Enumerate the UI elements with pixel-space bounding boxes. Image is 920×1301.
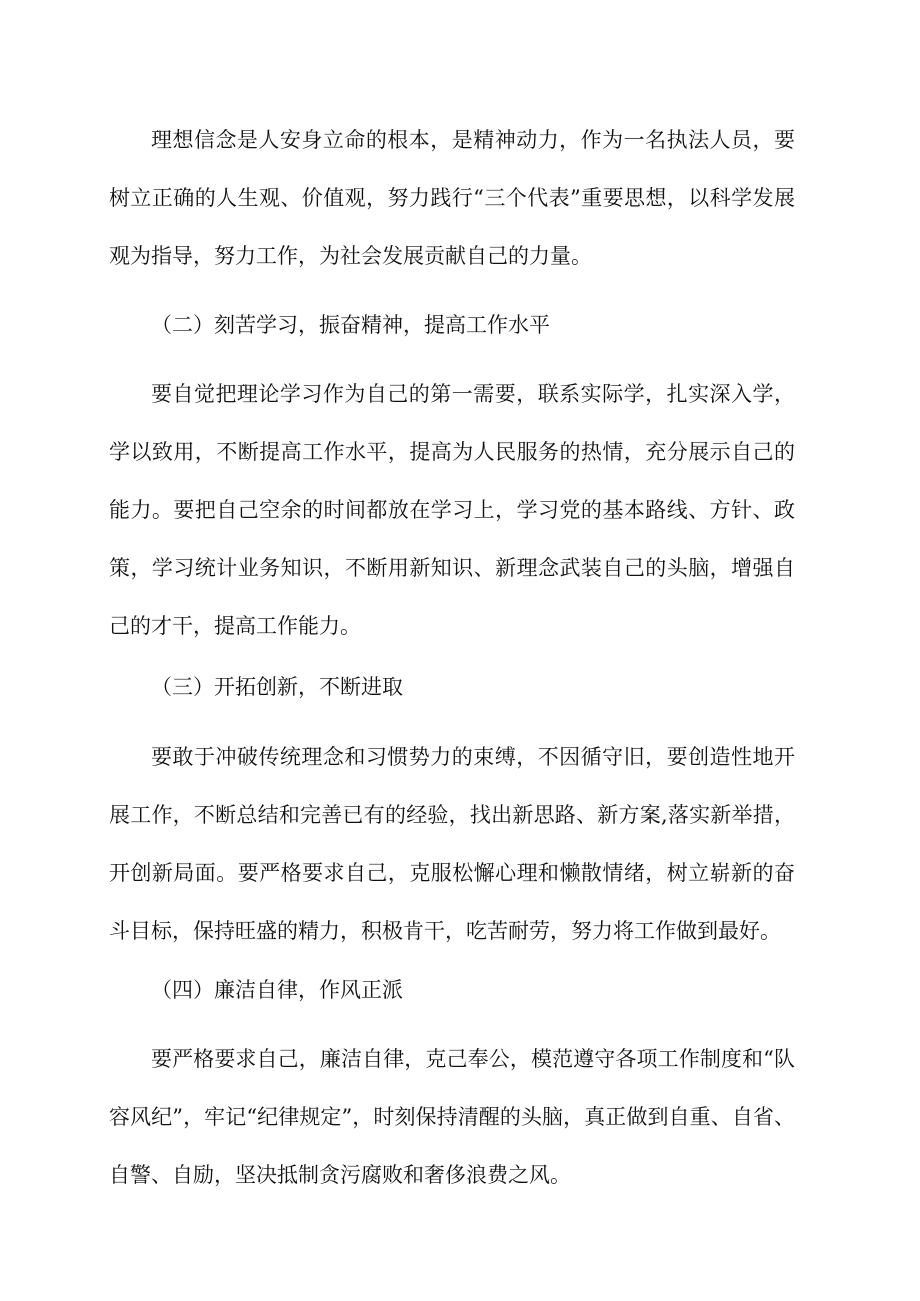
section-heading-innovation: （三）开拓创新，不断进取 <box>151 675 403 699</box>
paragraph-study: 要自觉把理论学习作为自己的第一需要，联系实际学，扎实深入学，学以致用，不断提高工作水平，提高为人民服务的热情，充分展示自己的能力。要把自己空余的时间都放在学习上，学习党的基本路线、方针、政策，学习统计业务知识，不断用新知识、新理念武装自己的头脑，增强自己的才干，提高工作能力。 <box>109 382 795 638</box>
paragraph-innovation: 要敢于冲破传统理念和习惯势力的束缚，不因循守旧，要创造性地开展工作，不断总结和完善已有的经验，找出新思路、新方案,落实新举措，开创新局面。要严格要求自己，克服松懈心理和懒散情绪，树立崭新的奋斗目标，保持旺盛的精力，积极肯干，吃苦耐劳，努力将工作做到最好。 <box>109 745 795 943</box>
section-heading-integrity: （四）廉洁自律，作风正派 <box>151 978 403 1002</box>
paragraph-integrity: 要严格要求自己，廉洁自律，克己奉公，模范遵守各项工作制度和“队容风纪”，牢记“纪律规定”，时刻保持清醒的头脑，真正做到自重、自省、自警、自励，坚决抵制贪污腐败和奢侈浪费之风。 <box>109 1047 795 1187</box>
paragraph-ideals: 理想信念是人安身立命的根本，是精神动力，作为一名执法人员，要树立正确的人生观、价值观，努力践行“三个代表”重要思想，以科学发展观为指导，努力工作，为社会发展贡献自己的力量。 <box>109 128 795 268</box>
section-heading-study: （二）刻苦学习，振奋精神，提高工作水平 <box>151 313 550 337</box>
